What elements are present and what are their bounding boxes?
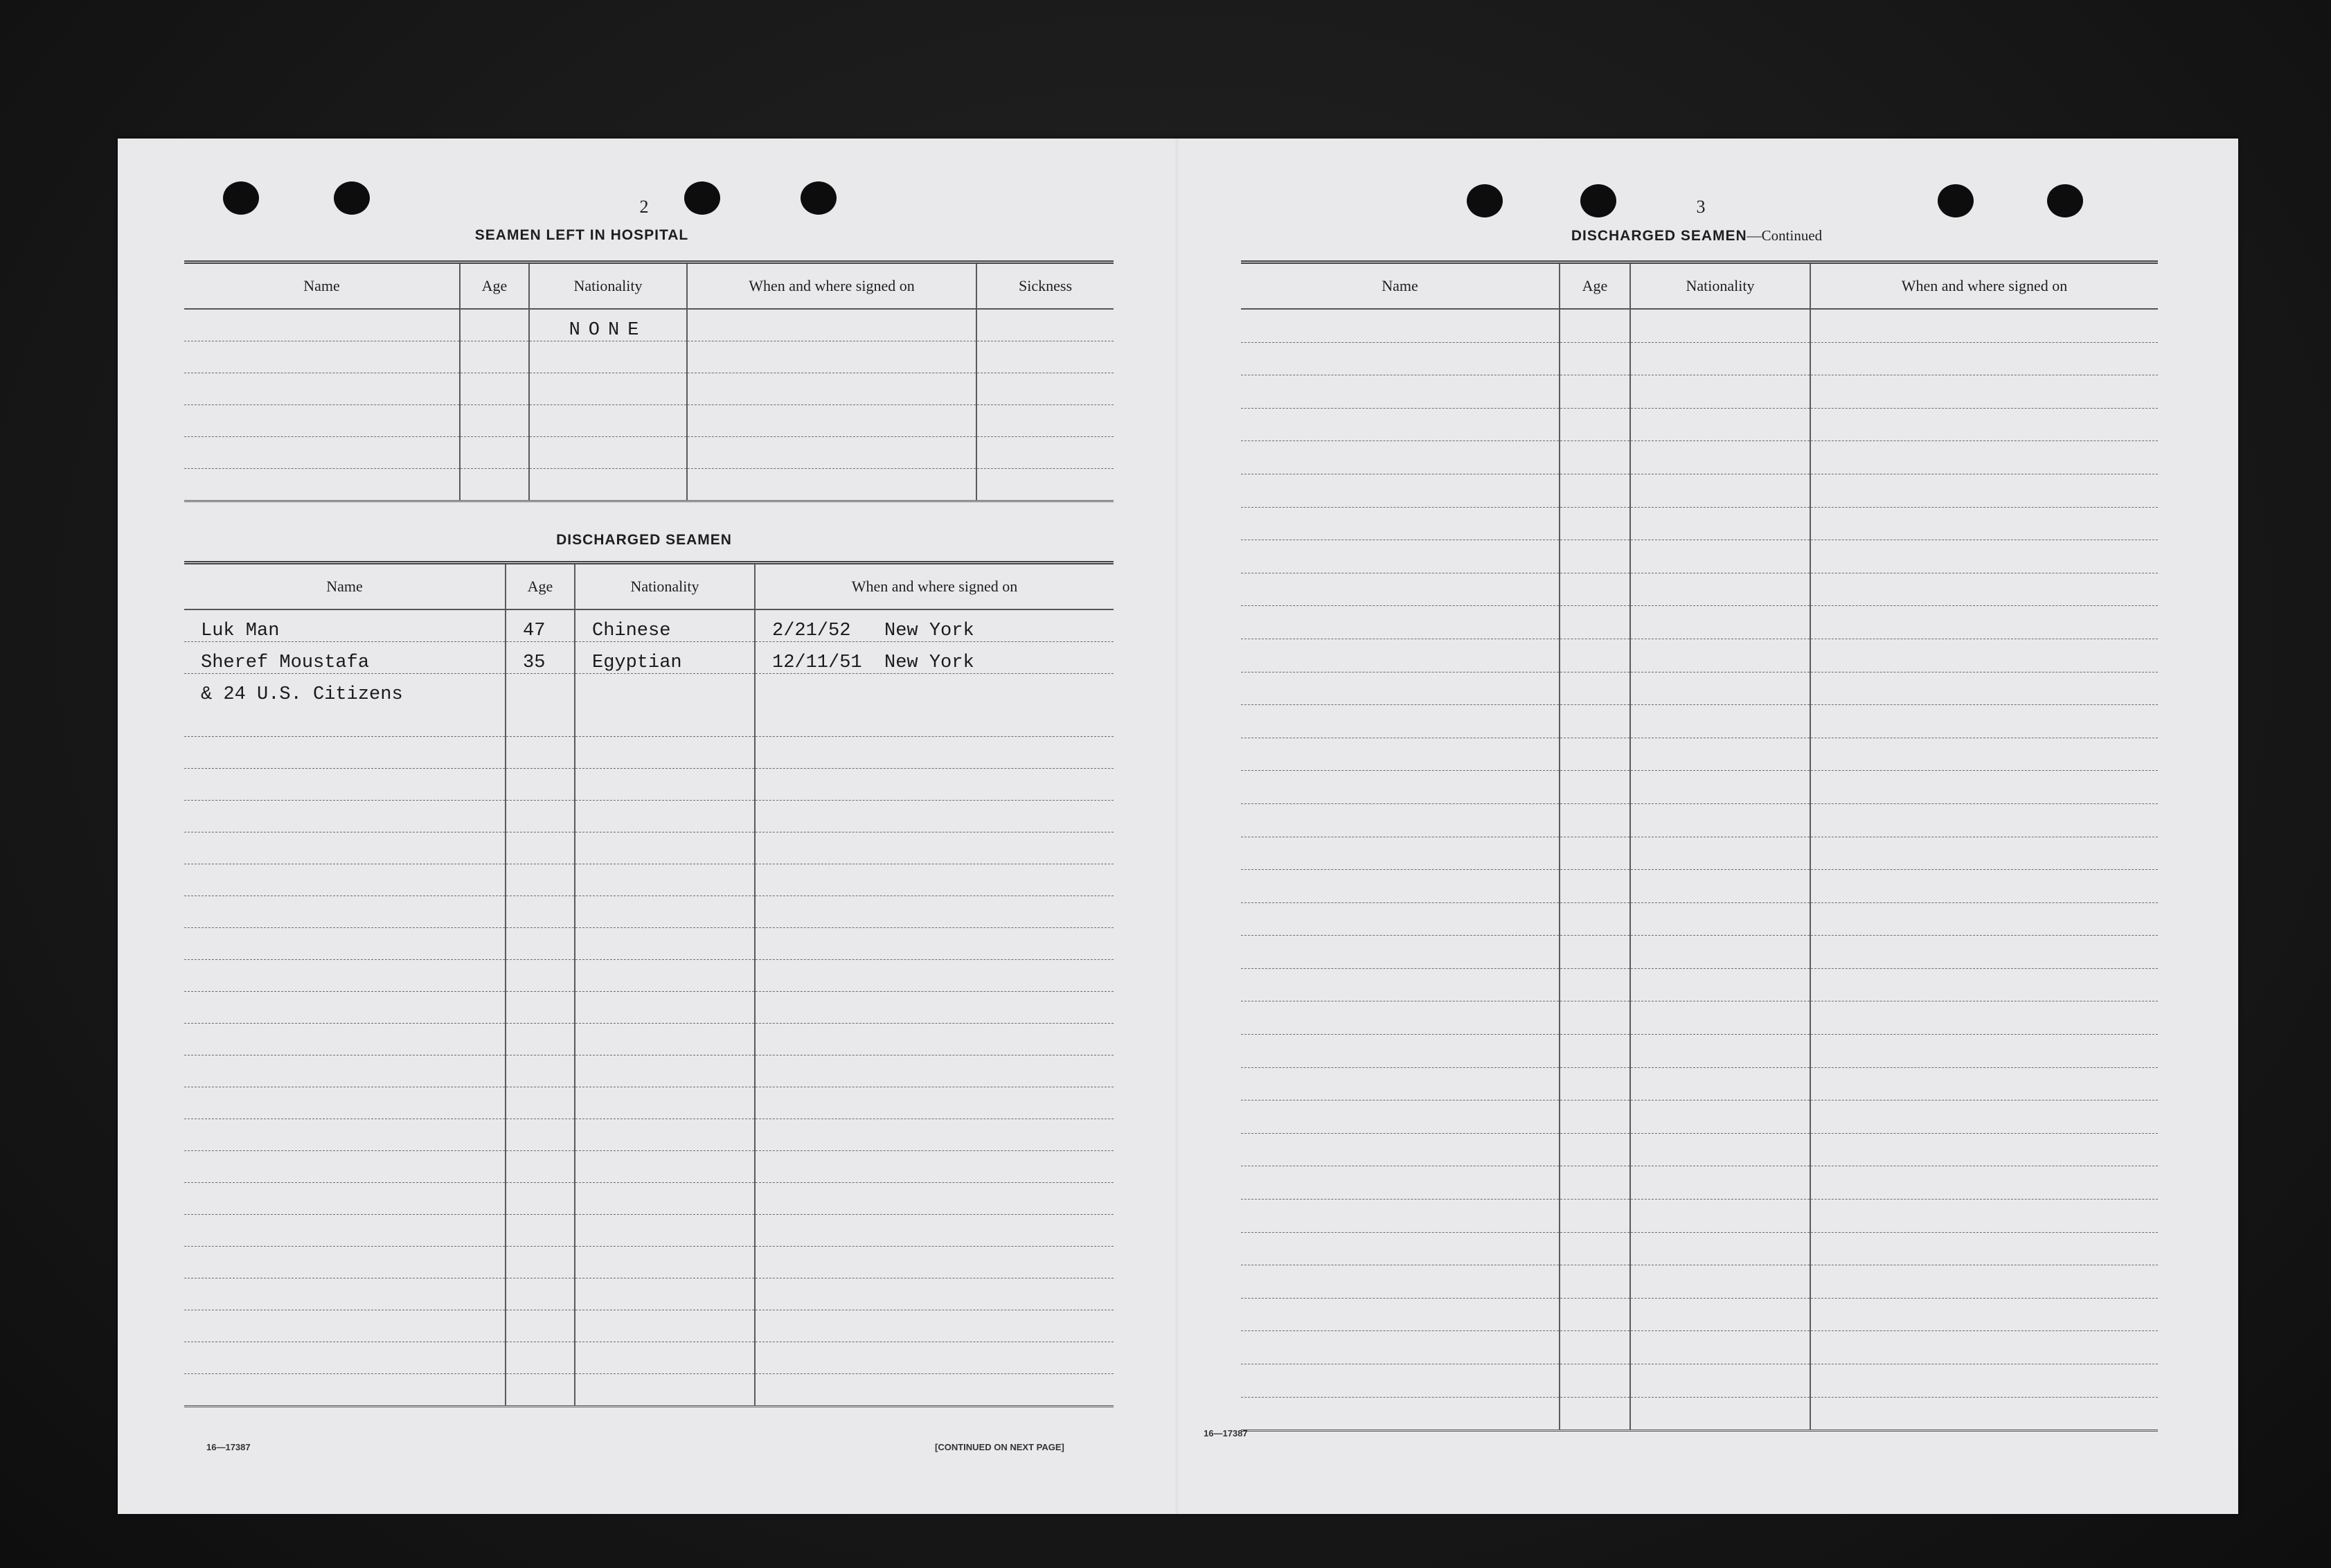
column-header: Name [184, 262, 460, 310]
blank-row [1241, 507, 2158, 540]
blank-row [1241, 705, 2158, 738]
seaman-age: 35 [506, 642, 575, 674]
punch-hole [684, 181, 720, 215]
column-header: Nationality [575, 563, 755, 610]
seaman-age [506, 674, 575, 706]
blank-row [1241, 474, 2158, 507]
seaman-signed-on [755, 674, 1114, 706]
seaman-name: Luk Man [184, 609, 506, 642]
form-number: 16—17387 [1204, 1428, 1248, 1438]
blank-row [1241, 771, 2158, 804]
blank-row [1241, 309, 2158, 342]
blank-row [184, 832, 1114, 864]
seaman-name: Sheref Moustafa [184, 642, 506, 674]
column-header: Name [1241, 262, 1560, 310]
blank-row [184, 1087, 1114, 1119]
table-row [184, 609, 1114, 642]
blank-row [1241, 936, 2158, 969]
blank-row [184, 737, 1114, 769]
continued-note: [CONTINUED ON NEXT PAGE] [935, 1442, 1064, 1452]
blank-row [184, 1055, 1114, 1087]
blank-row [1241, 1298, 2158, 1331]
blank-row [1241, 1035, 2158, 1068]
blank-row [1241, 606, 2158, 639]
blank-row [1241, 1200, 2158, 1233]
blank-row [1241, 1101, 2158, 1134]
discharged-section-title: DISCHARGED SEAMEN [556, 532, 732, 548]
discharged-table [184, 561, 1114, 1407]
blank-row [184, 1374, 1114, 1407]
blank-row [184, 1310, 1114, 1342]
punch-hole [1467, 184, 1503, 217]
page-fold [1176, 139, 1178, 1514]
column-header: Age [460, 262, 529, 310]
blank-row [1241, 902, 2158, 936]
column-header: Age [1560, 262, 1630, 310]
column-header: Nationality [529, 262, 687, 310]
form-number: 16—17387 [206, 1442, 251, 1452]
blank-row [184, 928, 1114, 960]
blank-row [1241, 540, 2158, 573]
typed-note: NONE [529, 309, 687, 341]
blank-row [1241, 342, 2158, 375]
blank-row [1241, 639, 2158, 672]
table-row [184, 373, 1114, 405]
table-row [184, 341, 1114, 373]
left-page [118, 139, 1170, 1514]
page-number: 2 [639, 197, 649, 217]
blank-row [184, 864, 1114, 896]
blank-row [1241, 803, 2158, 837]
blank-row [1241, 1067, 2158, 1101]
punch-hole [223, 181, 259, 215]
blank-row [1241, 408, 2158, 441]
blank-row [1241, 1133, 2158, 1166]
blank-row [1241, 573, 2158, 606]
table-row [184, 405, 1114, 437]
punch-hole [1580, 184, 1616, 217]
blank-row [184, 1119, 1114, 1151]
blank-row [1241, 1166, 2158, 1200]
table-row [184, 469, 1114, 501]
blank-row [1241, 968, 2158, 1001]
blank-row [1241, 870, 2158, 903]
seaman-name: & 24 U.S. Citizens [201, 684, 403, 705]
seaman-nationality: Chinese [575, 609, 755, 642]
punch-hole [1938, 184, 1974, 217]
blank-row [1241, 1265, 2158, 1299]
blank-row [184, 960, 1114, 992]
blank-row [1241, 1397, 2158, 1431]
column-header: When and where signed on [1810, 262, 2158, 310]
blank-row [184, 705, 1114, 737]
hospital-table [184, 260, 1114, 502]
right-page [1184, 139, 2238, 1514]
blank-rows [184, 705, 1114, 1407]
column-header: Nationality [1630, 262, 1810, 310]
blank-row [184, 1183, 1114, 1215]
blank-row [1241, 837, 2158, 870]
table-row [184, 437, 1114, 469]
title-suffix: —Continued [1747, 227, 1823, 244]
seaman-age: 47 [506, 609, 575, 642]
title-text: DISCHARGED SEAMEN [1571, 228, 1747, 244]
blank-row [184, 896, 1114, 928]
blank-row [184, 1024, 1114, 1055]
hospital-section-title: SEAMEN LEFT IN HOSPITAL [474, 227, 689, 243]
blank-row [184, 801, 1114, 832]
seaman-signed-on: 2/21/52 New York [755, 609, 1114, 642]
table-row [184, 642, 1114, 674]
column-header: Age [506, 563, 575, 610]
seaman-signed-on: 12/11/51 New York [755, 642, 1114, 674]
blank-row [1241, 1001, 2158, 1035]
blank-row [1241, 375, 2158, 409]
discharged-continued-table [1241, 260, 2158, 1432]
column-header: When and where signed on [687, 262, 976, 310]
blank-row [184, 1342, 1114, 1374]
blank-rows [1241, 309, 2158, 1431]
table-row [184, 674, 1114, 706]
table-row [184, 309, 1114, 341]
blank-row [184, 1247, 1114, 1279]
blank-row [1241, 1232, 2158, 1265]
blank-row [1241, 1331, 2158, 1364]
blank-row [184, 1151, 1114, 1183]
punch-hole [801, 181, 837, 215]
manifest-sheet [118, 139, 2238, 1514]
seaman-nationality [575, 674, 755, 706]
column-header: Name [184, 563, 506, 610]
blank-row [184, 992, 1114, 1024]
discharged-continued-title [1475, 227, 1918, 244]
column-header: When and where signed on [755, 563, 1114, 610]
punch-hole [2047, 184, 2083, 217]
punch-hole [334, 181, 370, 215]
blank-row [1241, 672, 2158, 705]
page-number: 3 [1696, 197, 1706, 217]
column-header: Sickness [976, 262, 1114, 310]
seaman-nationality: Egyptian [575, 642, 755, 674]
blank-row [1241, 441, 2158, 474]
blank-row [184, 1215, 1114, 1247]
blank-row [184, 1279, 1114, 1310]
blank-row [1241, 738, 2158, 771]
blank-row [184, 769, 1114, 801]
blank-row [1241, 1364, 2158, 1398]
